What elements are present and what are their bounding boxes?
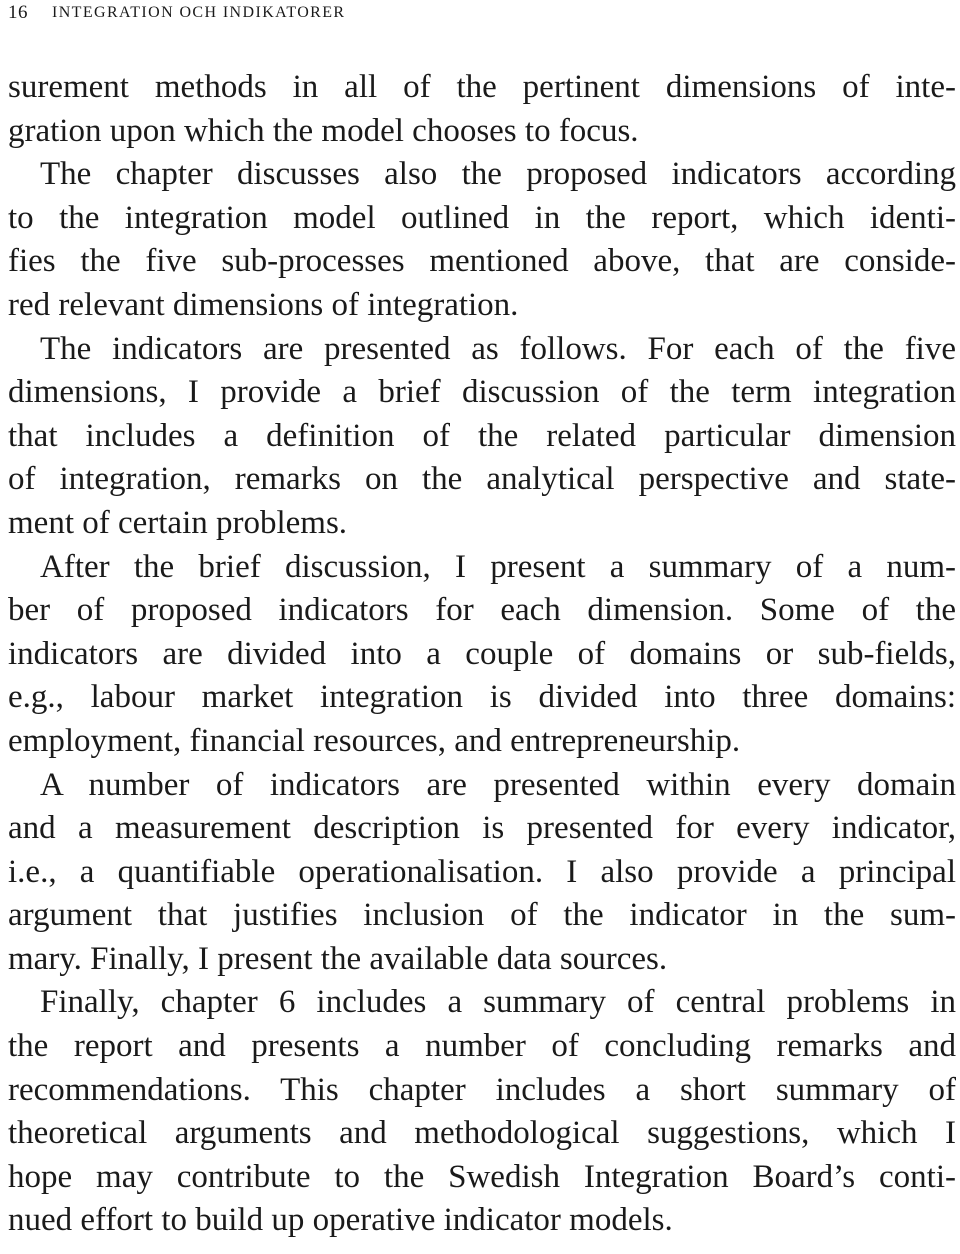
text-line: ment of certain problems. [8, 504, 348, 541]
running-title: INTEGRATION OCH INDIKATORER [52, 4, 346, 21]
paragraph-3 [8, 328, 956, 546]
text-line: and a measurement description is presented for every indicator, [8, 810, 956, 847]
text-line: gration upon which the model chooses to focus. [8, 112, 639, 149]
text-line: argument that justifies inclusion of the indicator in the sum- [8, 897, 956, 934]
paragraph-1 [8, 66, 956, 153]
text-line: theoretical arguments and methodological suggestions, which I [8, 1115, 956, 1152]
text-line: employment, financial resources, and entrepreneurship. [8, 722, 741, 759]
text-line: the report and presents a number of concluding remarks and [8, 1028, 956, 1065]
text-line: A number of indicators are presented within every domain [40, 766, 956, 803]
body-text [8, 66, 956, 1243]
text-line: The indicators are presented as follows. For each of the five [40, 330, 956, 367]
text-line: After the brief discussion, I present a summary of a num- [40, 548, 956, 585]
text-line: that includes a definition of the related particular dimension [8, 417, 956, 454]
paragraph-2 [8, 153, 956, 327]
paragraph-5 [8, 764, 956, 982]
text-line: fies the five sub-processes mentioned above, that are conside- [8, 243, 956, 280]
text-line: of integration, remarks on the analytical perspective and state- [8, 461, 956, 498]
text-line: dimensions, I provide a brief discussion of the term integration [8, 374, 956, 411]
paragraph-4 [8, 546, 956, 764]
text-line: nued effort to build up operative indicator models. [8, 1202, 673, 1239]
text-line: hope may contribute to the Swedish Integration Board’s conti- [8, 1158, 956, 1195]
text-line: red relevant dimensions of integration. [8, 286, 519, 323]
text-line: recommendations. This chapter includes a short summary of [8, 1071, 956, 1108]
text-line: mary. Finally, I present the available data sources. [8, 940, 668, 977]
text-line: indicators are divided into a couple of domains or sub-fields, [8, 635, 956, 672]
page-number: 16 [8, 2, 28, 23]
page-header [8, 0, 346, 26]
text-line: ber of proposed indicators for each dimension. Some of the [8, 592, 956, 629]
text-line: e.g., labour market integration is divided into three domains: [8, 679, 956, 716]
text-line: The chapter discusses also the proposed indicators according [40, 156, 956, 193]
text-line: to the integration model outlined in the report, which identi- [8, 199, 956, 236]
text-line: surement methods in all of the pertinent dimensions of inte- [8, 69, 956, 105]
text-line: i.e., a quantifiable operationalisation. I also provide a principal [8, 853, 956, 890]
text-line: Finally, chapter 6 includes a summary of central problems in [40, 984, 956, 1021]
paragraph-6 [8, 981, 956, 1243]
